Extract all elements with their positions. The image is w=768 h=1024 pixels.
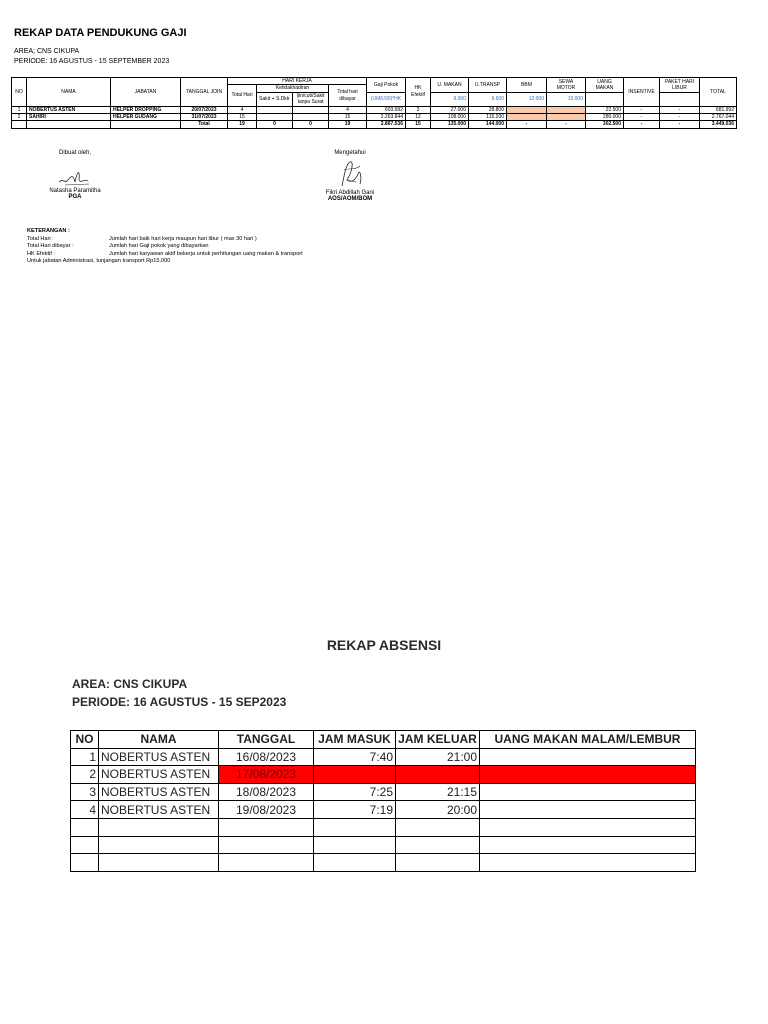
- cell-sakit: [257, 106, 293, 113]
- cell-nama: NOBERTUS ASTEN: [99, 801, 219, 819]
- total-transp: 144.000: [469, 121, 507, 128]
- cell-empty: [219, 836, 314, 854]
- cell-empty: [71, 836, 99, 854]
- cell-gaji: 2.263.844: [367, 114, 406, 121]
- total-paket: -: [660, 121, 700, 128]
- cell-bbm: [507, 106, 547, 113]
- cell-paket: -: [660, 106, 700, 113]
- cell-hk: 12: [406, 114, 431, 121]
- signature-label: Mengetahui: [334, 150, 366, 156]
- total-bbm: -: [507, 121, 547, 128]
- header-nama: NAMA: [99, 731, 219, 749]
- cell-insentive: -: [624, 114, 660, 121]
- cell-jam-keluar: 21:15: [396, 783, 480, 801]
- cell-uang-makan: [480, 801, 696, 819]
- keterangan-value: Jumlah hari karyawan aktif bekerja untuk perhitungan uang makan & transport: [109, 250, 303, 257]
- header-total: TOTAL: [700, 78, 737, 107]
- signature-scribble-icon: [55, 160, 95, 188]
- cell-jam-masuk: 7:25: [314, 783, 396, 801]
- cell-ijin: [293, 114, 329, 121]
- cell-ijin: [293, 106, 329, 113]
- cell-no: 3: [71, 783, 99, 801]
- cell-join: 20/07/2023: [181, 106, 228, 113]
- cell-blank: [111, 121, 181, 128]
- absensi-area: AREA: CNS CIKUPA: [72, 677, 188, 691]
- totals-label: Total: [181, 121, 228, 128]
- total-dibayar: 19: [329, 121, 367, 128]
- signature-label: Dibuat oleh,: [58, 150, 92, 156]
- keterangan-title: KETERANGAN :: [27, 228, 70, 234]
- cell-paket: -: [660, 114, 700, 121]
- cell-jam-keluar: 20:00: [396, 801, 480, 819]
- header-no: NO: [12, 78, 27, 107]
- cell-transp: 28.800: [469, 106, 507, 113]
- header-sewa-motor-rate: 15.000: [547, 92, 586, 106]
- cell-tanggal: 18/08/2023: [219, 783, 314, 801]
- header-insentive: INSENTIVE: [624, 78, 660, 107]
- cell-no: 1: [12, 106, 27, 113]
- totals-row: [12, 121, 737, 128]
- table-row: [71, 801, 696, 819]
- signature-role: PGA: [68, 194, 82, 200]
- header-bbm: BBM: [507, 78, 547, 93]
- cell-empty: [396, 836, 480, 854]
- cell-no: 1: [71, 748, 99, 766]
- cell-no: 2: [71, 766, 99, 784]
- total-uang-makan: 302.500: [586, 121, 624, 128]
- cell-tanggal: 16/08/2023: [219, 748, 314, 766]
- header-sewa-motor: SEWA MOTOR: [547, 78, 586, 93]
- cell-uang-makan: [480, 783, 696, 801]
- cell-empty: [99, 854, 219, 872]
- header-tanggal-join: TANGGAL JOIN: [181, 78, 228, 107]
- header-u-makan-rate: 9.000: [431, 92, 469, 106]
- cell-empty: [71, 818, 99, 836]
- header-u-transp-rate: 9.600: [469, 92, 507, 106]
- header-bbm-rate: 12.000: [507, 92, 547, 106]
- keterangan-value: Jumlah hari Gaji pokok yang dibayarkan: [109, 243, 209, 250]
- cell-tanggal: 19/08/2023: [219, 801, 314, 819]
- header-hari-kerja: HARI KERJA: [228, 78, 367, 85]
- total-ijin: 0: [293, 121, 329, 128]
- cell-dibayar: 15: [329, 114, 367, 121]
- header-ijin: Ijin/cuti/Sakit tanpa Surat: [293, 92, 329, 106]
- header-u-transp: U.TRANSP: [469, 78, 507, 93]
- cell-jam-keluar: 21:00: [396, 748, 480, 766]
- cell-total-hari: 4: [228, 106, 257, 113]
- header-gaji-pokok: Gaji Pokok: [367, 78, 406, 93]
- total-hk: 15: [406, 121, 431, 128]
- keterangan-item: [27, 236, 303, 244]
- table-row: [71, 748, 696, 766]
- cell-empty: [219, 854, 314, 872]
- signature-name: Natasha Paramitha: [49, 188, 101, 194]
- attendance-table: [70, 730, 696, 872]
- header-jabatan: JABATAN: [111, 78, 181, 107]
- cell-empty: [480, 854, 696, 872]
- cell-empty: [396, 818, 480, 836]
- cell-sewa: [547, 106, 586, 113]
- cell-uang-makan: 280.000: [586, 114, 624, 121]
- cell-blank: [27, 121, 111, 128]
- total-gaji: 2.867.536: [367, 121, 406, 128]
- cell-jam-masuk: [314, 766, 396, 784]
- keterangan-item: [27, 251, 303, 259]
- header-jam-keluar: JAM KELUAR: [396, 731, 480, 749]
- cell-empty: [480, 818, 696, 836]
- total-makan: 135.000: [431, 121, 469, 128]
- header-total-dibayar: Total hari dibayar: [329, 85, 367, 106]
- area-label: AREA; CNS CIKUPA: [14, 48, 80, 55]
- cell-uang-makan: [480, 766, 696, 784]
- table-row-empty: [71, 818, 696, 836]
- cell-empty: [314, 836, 396, 854]
- cell-jabatan: HELPER GUDANG: [111, 114, 181, 121]
- cell-nama: NOBERTUS ASTEN: [99, 748, 219, 766]
- table-row-highlighted: [71, 766, 696, 784]
- cell-hk: 3: [406, 106, 431, 113]
- salary-support-table: [11, 77, 737, 129]
- header-jam-masuk: JAM MASUK: [314, 731, 396, 749]
- cell-jabatan: HELPER DROPPING: [111, 106, 181, 113]
- cell-bbm: [507, 114, 547, 121]
- header-nama: NAMA: [27, 78, 111, 107]
- cell-empty: [396, 854, 480, 872]
- periode-label: PERIODE: 16 AGUSTUS - 15 SEPTEMBER 2023: [14, 58, 170, 65]
- cell-transp: 115.200: [469, 114, 507, 121]
- document-title: REKAP DATA PENDUKUNG GAJI: [14, 27, 187, 39]
- keterangan-note: Untuk jabatan Administrasi, tunjangan transport Rp15.000: [27, 258, 171, 265]
- signature-role: AOS/AOM/BOM: [327, 196, 373, 202]
- cell-tanggal: 17/08/2023: [219, 766, 314, 784]
- cell-empty: [71, 854, 99, 872]
- cell-empty: [99, 818, 219, 836]
- table-header-row: [71, 731, 696, 749]
- cell-empty: [314, 854, 396, 872]
- cell-empty: [480, 836, 696, 854]
- cell-gaji: 603.692: [367, 106, 406, 113]
- signature-scribble-icon: [330, 158, 370, 190]
- cell-total: 2.767.044: [700, 114, 737, 121]
- table-row-empty: [71, 836, 696, 854]
- cell-makan: 27.000: [431, 106, 469, 113]
- header-no: NO: [71, 731, 99, 749]
- cell-nama: NOBERTUS ASTEN: [27, 106, 111, 113]
- header-uang-makan-blank: [586, 92, 624, 106]
- cell-nama: NOBERTUS ASTEN: [99, 783, 219, 801]
- header-tanggal: TANGGAL: [219, 731, 314, 749]
- header-total-hari: Total Hari: [228, 85, 257, 106]
- cell-no: 4: [71, 801, 99, 819]
- header-gaji-note: (UMK/30)*HK: [367, 92, 406, 106]
- header-paket-libur: PAKET HARI LIBUR: [660, 78, 700, 93]
- cell-empty: [314, 818, 396, 836]
- cell-jam-masuk: 7:40: [314, 748, 396, 766]
- cell-join: 31/07/2023: [181, 114, 228, 121]
- cell-nama: NOBERTUS ASTEN: [99, 766, 219, 784]
- cell-total-hari: 15: [228, 114, 257, 121]
- total-sakit: 0: [257, 121, 293, 128]
- cell-sewa: [547, 114, 586, 121]
- header-uang-makan-malam: UANG MAKAN MALAM/LEMBUR: [480, 731, 696, 749]
- total-total: 3.449.036: [700, 121, 737, 128]
- table-row: [12, 114, 737, 121]
- cell-blank: [12, 121, 27, 128]
- header-hk-efektif: HK Efektif: [406, 78, 431, 107]
- cell-dibayar: 4: [329, 106, 367, 113]
- header-ketidakhadiran: Ketidakhadiran: [257, 85, 329, 92]
- total-sewa: -: [547, 121, 586, 128]
- cell-no: 2: [12, 114, 27, 121]
- header-paket-libur-blank: [660, 92, 700, 106]
- total-insentive: -: [624, 121, 660, 128]
- cell-jam-masuk: 7:19: [314, 801, 396, 819]
- absensi-periode: PERIODE: 16 AGUSTUS - 15 SEP2023: [72, 695, 287, 709]
- cell-empty: [219, 818, 314, 836]
- signature-name: Fikri Abdillah Gani: [325, 190, 375, 196]
- cell-sakit: [257, 114, 293, 121]
- cell-jam-keluar: [396, 766, 480, 784]
- header-u-makan: U. MAKAN: [431, 78, 469, 93]
- cell-makan: 108.000: [431, 114, 469, 121]
- cell-empty: [99, 836, 219, 854]
- keterangan-item: [27, 243, 303, 251]
- cell-uang-makan: [480, 748, 696, 766]
- cell-uang-makan: 22.500: [586, 106, 624, 113]
- signature-block-right: [305, 150, 395, 202]
- header-uang-makan: UANG MAKAN: [586, 78, 624, 93]
- keterangan-key: HK Efektif :: [27, 250, 55, 257]
- table-row: [12, 106, 737, 113]
- table-header-row: [12, 78, 737, 85]
- keterangan-value: Jumlah hari baik hari kerja maupun hari libur ( max 30 hari ): [109, 235, 257, 242]
- absensi-title: REKAP ABSENSI: [326, 637, 442, 653]
- keterangan-section: [27, 228, 303, 266]
- table-row-empty: [71, 854, 696, 872]
- keterangan-key: Total Hari dibayar :: [27, 243, 74, 250]
- signature-block-left: [30, 150, 120, 200]
- cell-nama: SAHIRI: [27, 114, 111, 121]
- cell-insentive: -: [624, 106, 660, 113]
- table-row: [71, 783, 696, 801]
- header-sakit: Sakit + S.Dktr: [257, 92, 293, 106]
- cell-total: 681.992: [700, 106, 737, 113]
- total-total-hari: 19: [228, 121, 257, 128]
- keterangan-key: Total Hari :: [27, 235, 54, 242]
